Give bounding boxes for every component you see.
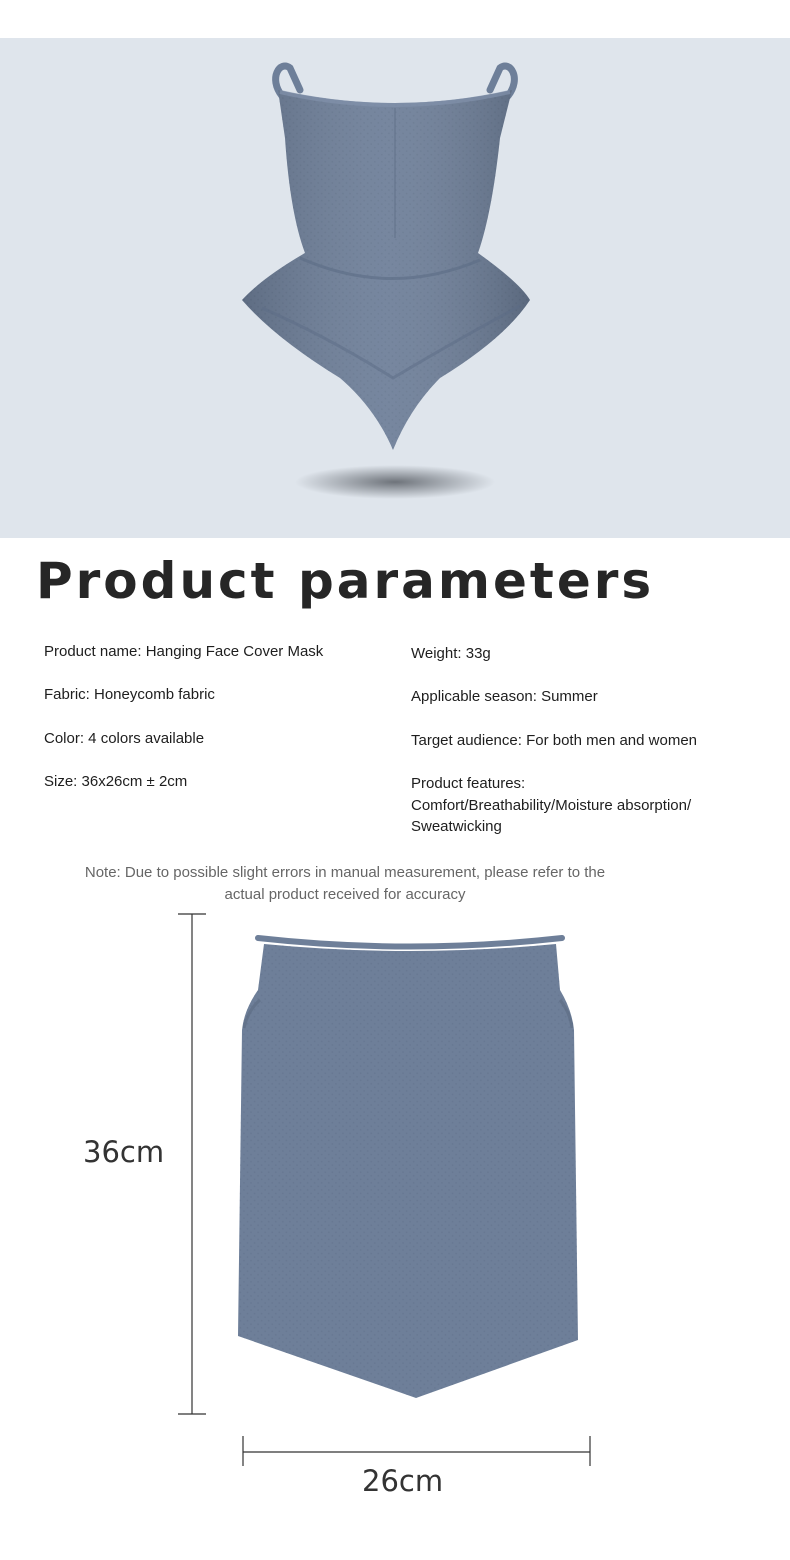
param-audience: Target audience: For both men and women (411, 732, 698, 749)
param-season: Applicable season: Summer (411, 688, 598, 705)
mask-flat-image (238, 938, 578, 1398)
hero-banner (0, 38, 790, 538)
param-features-line1: Comfort/Breathability/Moisture absorption/ (411, 797, 692, 814)
param-features-line2: Sweatwicking (411, 818, 502, 835)
height-label: 36cm (83, 1135, 165, 1169)
note-line-1: Note: Due to possible slight errors in manual measurement, please refer to the (84, 864, 606, 881)
width-label: 26cm (362, 1464, 444, 1498)
floor-shadow (295, 465, 495, 499)
page-title: Product parameters (36, 552, 655, 610)
note-line-2: actual product received for accuracy (224, 886, 466, 903)
mask-hero-image (0, 38, 790, 538)
param-size: Size: 36x26cm ± 2cm (44, 773, 188, 790)
top-drawstring (258, 938, 562, 947)
param-color: Color: 4 colors available (44, 730, 205, 747)
param-weight: Weight: 33g (411, 645, 491, 662)
param-features-label: Product features: (411, 775, 526, 792)
param-product-name: Product name: Hanging Face Cover Mask (44, 643, 324, 660)
size-diagram (0, 900, 790, 1520)
param-fabric: Fabric: Honeycomb fabric (44, 686, 215, 703)
